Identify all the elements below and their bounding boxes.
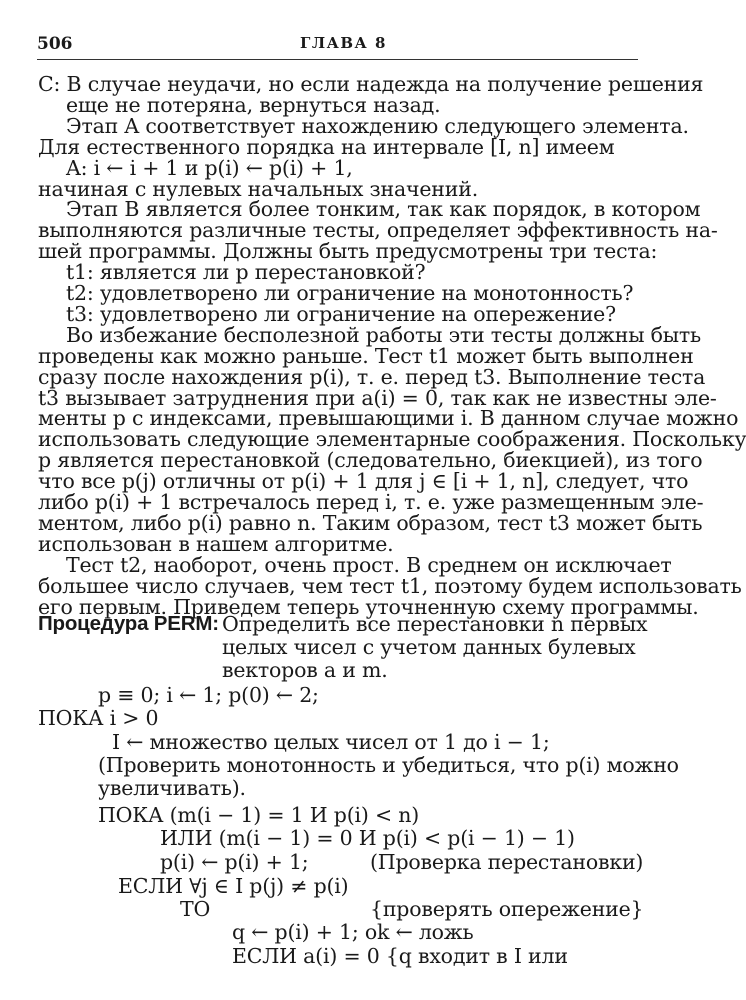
text-line: проведены как можно раньше. Тест t1 может быть выполнен xyxy=(38,343,694,368)
text-line: t3: удовлетворено ли ограничение на опережение? xyxy=(66,301,616,326)
text-line: Этап B является более тонким, так как порядок, в котором xyxy=(66,197,701,222)
formula-line: A: i ← i + 1 и p(i) ← p(i) + 1, xyxy=(66,155,353,180)
text-line: t1: является ли p перестановкой? xyxy=(66,260,426,285)
text-line: Во избежание бесполезной работы эти тесты должны быть xyxy=(66,322,702,347)
code-line: увеличивать). xyxy=(98,776,246,800)
text-line: выполняются различные тесты, определяет эффективность на- xyxy=(38,218,718,243)
code-line: ЕСЛИ ∀j ∈ I p(j) ≠ p(i) xyxy=(118,874,349,898)
chapter-title: ГЛАВА 8 xyxy=(300,34,387,52)
code-line: p ≡ 0; i ← 1; p(0) ← 2; xyxy=(98,683,319,707)
text-line: Этап A соответствует нахождению следующего элемента. xyxy=(66,113,689,138)
procedure-label: Процедура PERM: xyxy=(38,612,219,635)
text-line: Для естественного порядка на интервале [I, n] имеем xyxy=(38,134,615,159)
code-line: ТО xyxy=(180,897,211,921)
text-line: t2: удовлетворено ли ограничение на монотонность? xyxy=(66,281,634,305)
text-line: шей программы. Должны быть предусмотрены три теста: xyxy=(38,239,658,264)
code-line: ИЛИ (m(i − 1) = 0 И p(i) < p(i − 1) − 1) xyxy=(160,826,575,850)
code-line: ЕСЛИ a(i) = 0 {q входит в I или xyxy=(232,944,568,968)
code-line: p(i) ← p(i) + 1; xyxy=(160,850,309,874)
text-line: либо p(i) + 1 встречалось перед i, т. е. уже размещенным эле- xyxy=(38,490,704,514)
page-number: 506 xyxy=(37,34,73,54)
text-line: менты p с индексами, превышающими i. В данном случае можно xyxy=(38,406,739,431)
text-line: Тест t2, наоборот, очень прост. В среднем он исключает xyxy=(66,552,672,577)
text-line: использовать следующие элементарные соображения. Поскольку xyxy=(38,427,746,452)
code-line: ПОКА i > 0 xyxy=(38,706,159,730)
procedure-desc-line: векторов a и m. xyxy=(222,658,388,682)
text-line: еще не потеряна, вернуться назад. xyxy=(66,92,441,117)
code-comment: (Проверка перестановки) xyxy=(370,850,644,874)
text-line: начиная с нулевых начальных значений. xyxy=(38,176,479,201)
text-line: его первым. Приведем теперь уточненную схему программы. xyxy=(38,594,699,619)
code-line: (Проверить монотонность и убедиться, что p(i) можно xyxy=(98,753,679,777)
code-line: ПОКА (m(i − 1) = 1 И p(i) < n) xyxy=(98,803,420,827)
code-comment: {проверять опережение} xyxy=(370,897,644,921)
text-line: что все p(j) отличны от p(i) + 1 для j ∈ [i + 1, n], следует, что xyxy=(38,469,689,494)
procedure-desc-line: Определить все перестановки n первых xyxy=(222,612,648,636)
text-line: большее число случаев, чем тест t1, поэтому будем использовать xyxy=(38,573,742,598)
code-line: q ← p(i) + 1; ok ← ложь xyxy=(232,920,474,944)
text-line: сразу после нахождения p(i), т. е. перед t3. Выполнение теста xyxy=(38,364,706,389)
text-line: использован в нашем алгоритме. xyxy=(38,531,394,556)
text-line: p является перестановкой (следовательно, биекцией), из того xyxy=(38,448,703,473)
text-line: t3 вызывает затруднения при a(i) = 0, так как не известны эле- xyxy=(38,385,717,410)
code-line: I ← множество целых чисел от 1 до i − 1; xyxy=(112,730,550,754)
procedure-desc-line: целых чисел с учетом данных булевых xyxy=(222,635,636,659)
header-rule xyxy=(37,59,638,60)
text-line: C: В случае неудачи, но если надежда на получение решения xyxy=(38,72,704,96)
text-line: ментом, либо p(i) равно n. Таким образом, тест t3 может быть xyxy=(38,510,703,535)
